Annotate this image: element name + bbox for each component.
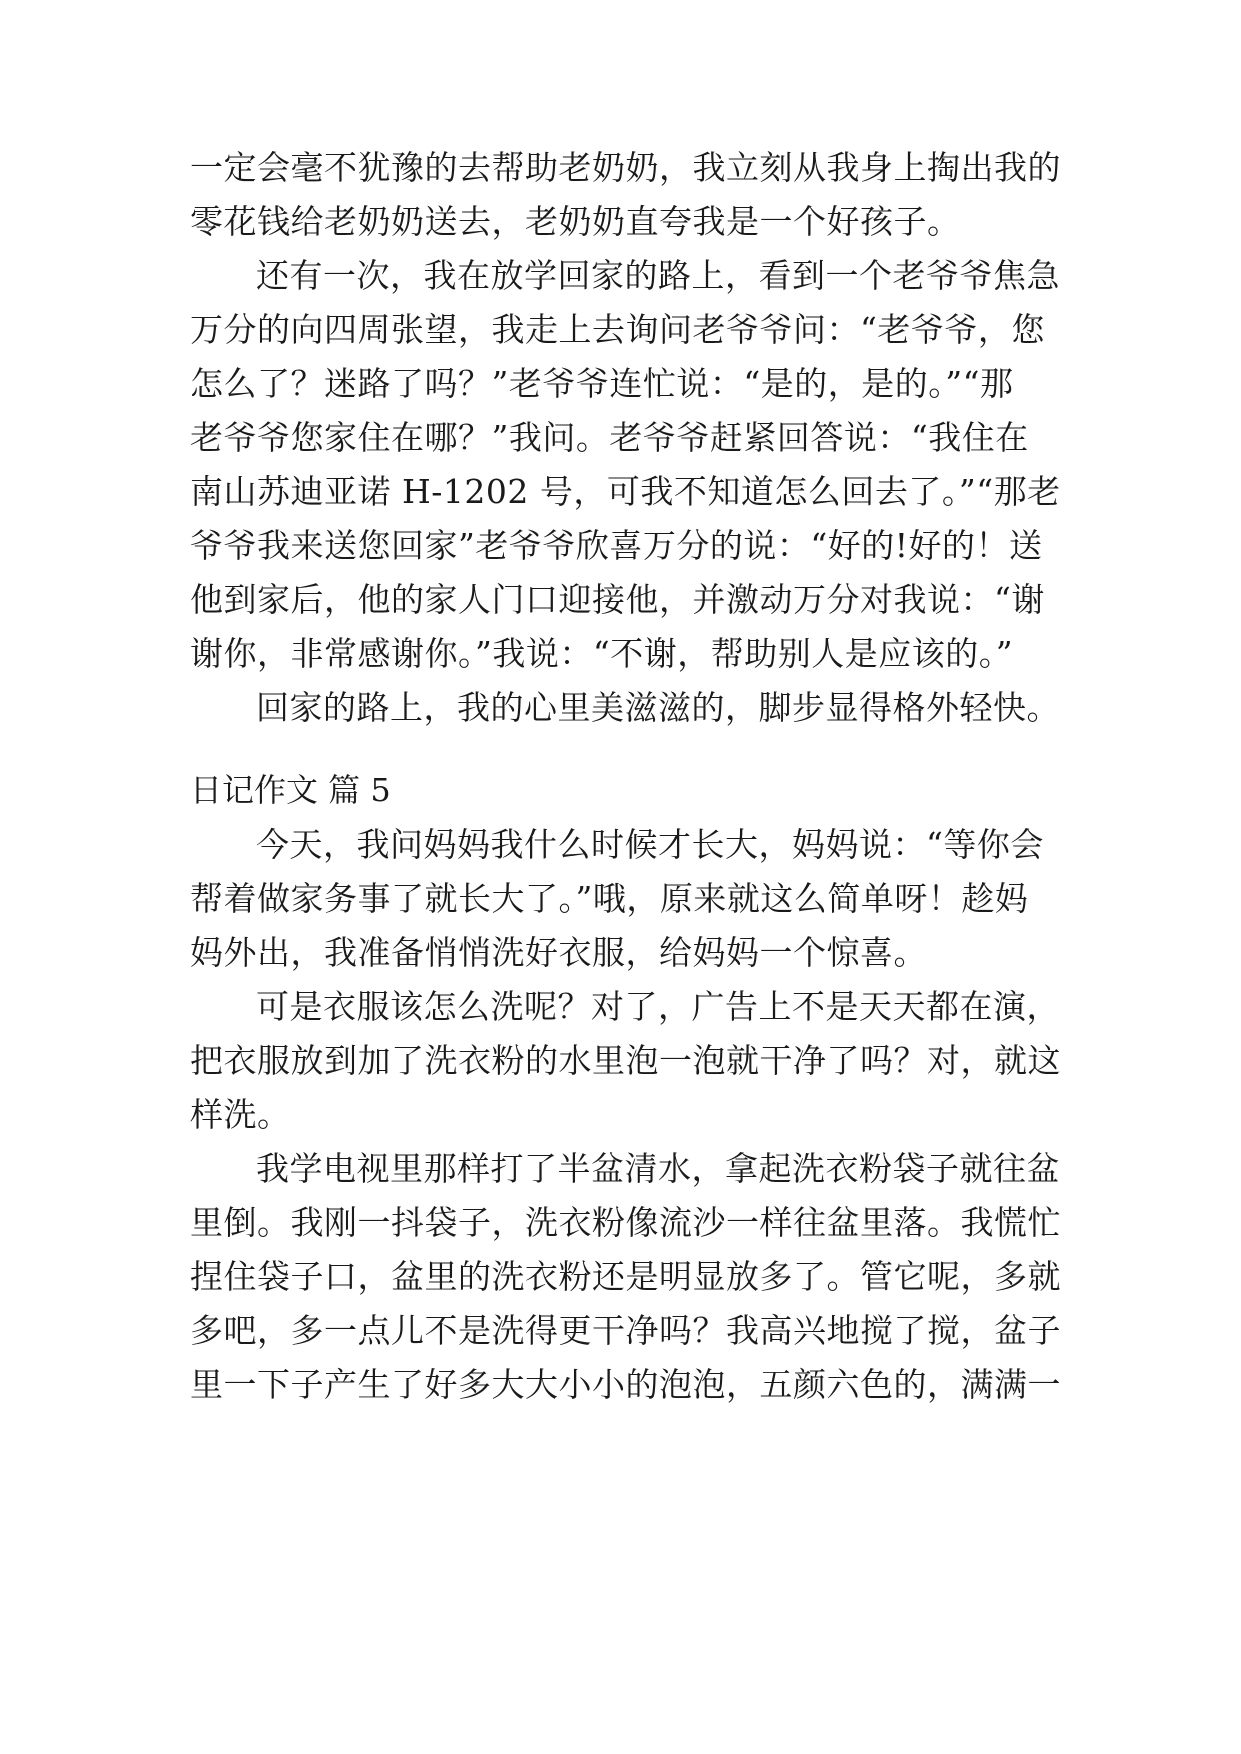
paragraph-line: 他到家后，他的家人门口迎接他，并激动万分对我说：“谢 [190,580,1045,619]
paragraph-line: 一定会毫不犹豫的去帮助老奶奶，我立刻从我身上掏出我的 [190,148,1061,187]
paragraph-line: 老爷爷您家住在哪？”我问。老爷爷赶紧回答说：“我住在 [190,418,1029,457]
paragraph-line: 捏住袋子口，盆里的洗衣粉还是明显放多了。管它呢，多就 [190,1257,1061,1296]
paragraph-line: 可是衣服该怎么洗呢？对了，广告上不是天天都在演， [256,987,1060,1026]
paragraph-line: 南山苏迪亚诺 H-1202 号，可我不知道怎么回去了。”“那老 [190,472,1061,511]
section-heading: 日记作文 篇 5 [190,771,391,809]
paragraph-line: 谢你，非常感谢你。”我说：“不谢，帮助别人是应该的。” [190,634,1014,673]
paragraph-line: 怎么了？迷路了吗？”老爷爷连忙说：“是的，是的。”“那 [190,364,1014,403]
paragraph-line: 今天，我问妈妈我什么时候才长大，妈妈说：“等你会 [256,825,1044,864]
paragraph-line: 零花钱给老奶奶送去，老奶奶直夸我是一个好孩子。 [190,202,961,241]
paragraph-line: 多吧，多一点儿不是洗得更干净吗？我高兴地搅了搅，盆子 [190,1311,1061,1350]
paragraph-line: 样洗。 [190,1095,291,1134]
paragraph-line: 爷爷我来送您回家”老爷爷欣喜万分的说：“好的!好的！送 [190,526,1043,565]
paragraph-line: 帮着做家务事了就长大了。”哦，原来就这么简单呀！趁妈 [190,879,1029,918]
paragraph-line: 里一下子产生了好多大大小小的泡泡，五颜六色的，满满一 [190,1365,1061,1404]
paragraph-line: 万分的向四周张望，我走上去询问老爷爷问：“老爷爷，您 [190,310,1045,349]
paragraph-line: 里倒。我刚一抖袋子，洗衣粉像流沙一样往盆里落。我慌忙 [190,1203,1061,1242]
paragraph-line: 我学电视里那样打了半盆清水，拿起洗衣粉袋子就往盆 [256,1149,1060,1188]
paragraph-line: 回家的路上，我的心里美滋滋的，脚步显得格外轻快。 [256,688,1060,727]
paragraph-line: 妈外出，我准备悄悄洗好衣服，给妈妈一个惊喜。 [190,933,927,972]
paragraph-line: 把衣服放到加了洗衣粉的水里泡一泡就干净了吗？对，就这 [190,1041,1061,1080]
paragraph-line: 还有一次，我在放学回家的路上，看到一个老爷爷焦急 [256,256,1060,295]
